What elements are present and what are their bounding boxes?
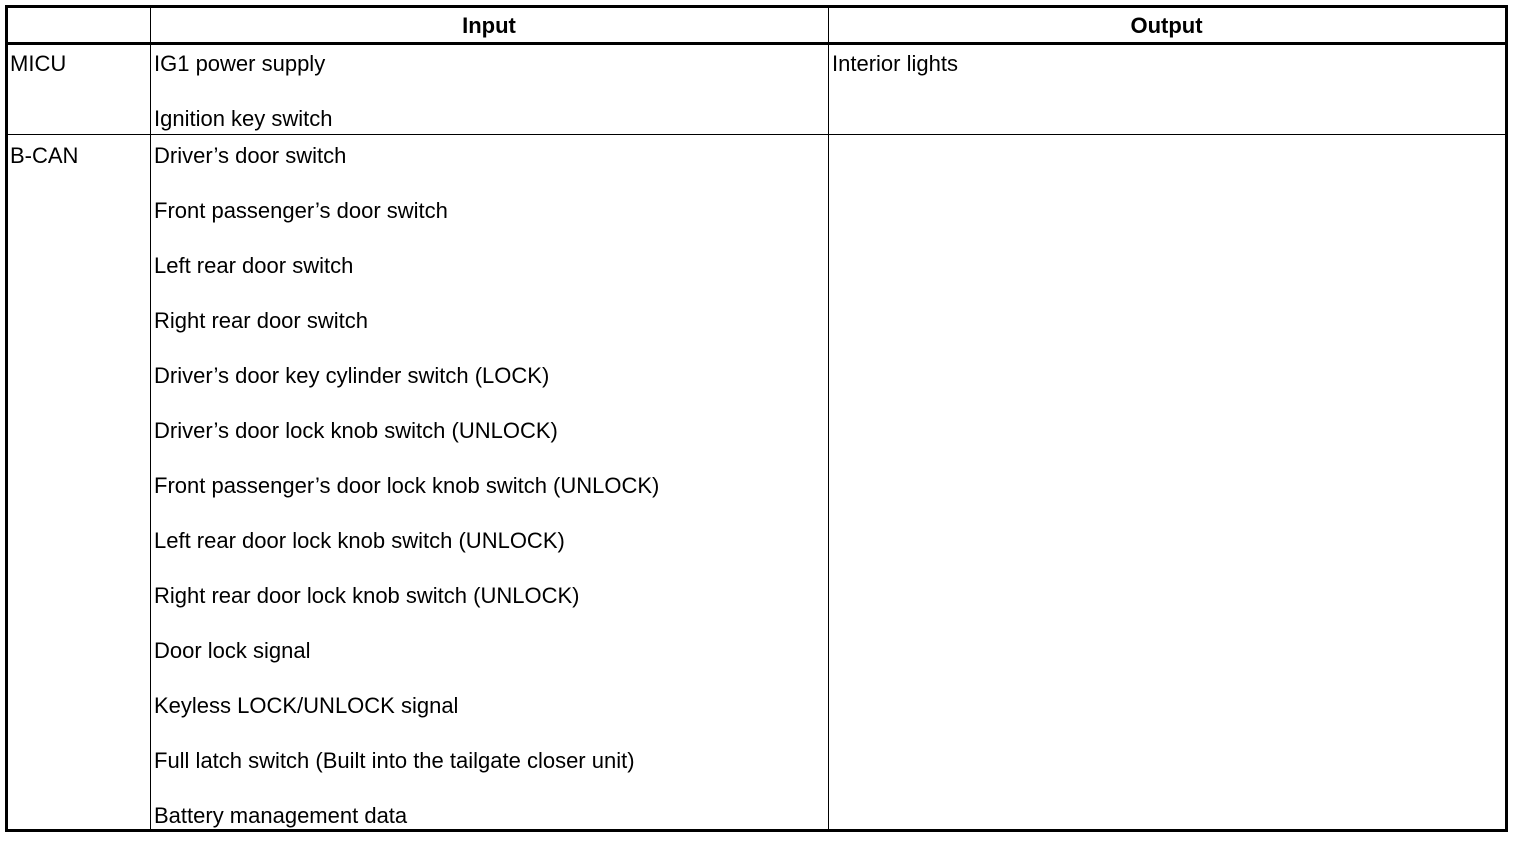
- unit-b-can: B-CAN: [10, 143, 79, 168]
- b-can-input-list: [154, 142, 659, 857]
- column-divider-unit: [150, 8, 151, 829]
- header-output: Output: [1130, 13, 1203, 38]
- b-can-input-item: Front passenger’s door switch: [154, 198, 448, 223]
- b-can-input-item: Full latch switch (Built into the tailgate closer unit): [154, 748, 635, 773]
- b-can-input-item: Keyless LOCK/UNLOCK signal: [154, 693, 459, 718]
- b-can-input-item: Door lock signal: [154, 638, 311, 663]
- b-can-input-item: Right rear door lock knob switch (UNLOCK): [154, 583, 580, 608]
- b-can-input-item: Driver’s door lock knob switch (UNLOCK): [154, 418, 558, 443]
- b-can-input-item: Battery management data: [154, 803, 408, 828]
- header-blank: [8, 8, 150, 44]
- micu-input-item: IG1 power supply: [154, 51, 326, 76]
- micu-output: Interior lights: [832, 51, 958, 76]
- b-can-input-item: Right rear door switch: [154, 308, 368, 333]
- input-output-table: [5, 5, 1508, 832]
- b-can-input-item: Left rear door lock knob switch (UNLOCK): [154, 528, 565, 553]
- b-can-input-item: Driver’s door key cylinder switch (LOCK): [154, 363, 550, 388]
- unit-micu: MICU: [10, 51, 67, 76]
- micu-input-item: Ignition key switch: [154, 106, 333, 131]
- b-can-input-item: Driver’s door switch: [154, 143, 347, 168]
- header-input: Input: [462, 13, 516, 38]
- column-divider-input: [828, 8, 829, 829]
- b-can-input-item: Left rear door switch: [154, 253, 354, 278]
- b-can-input-item: Front passenger’s door lock knob switch (UNLOCK): [154, 473, 660, 498]
